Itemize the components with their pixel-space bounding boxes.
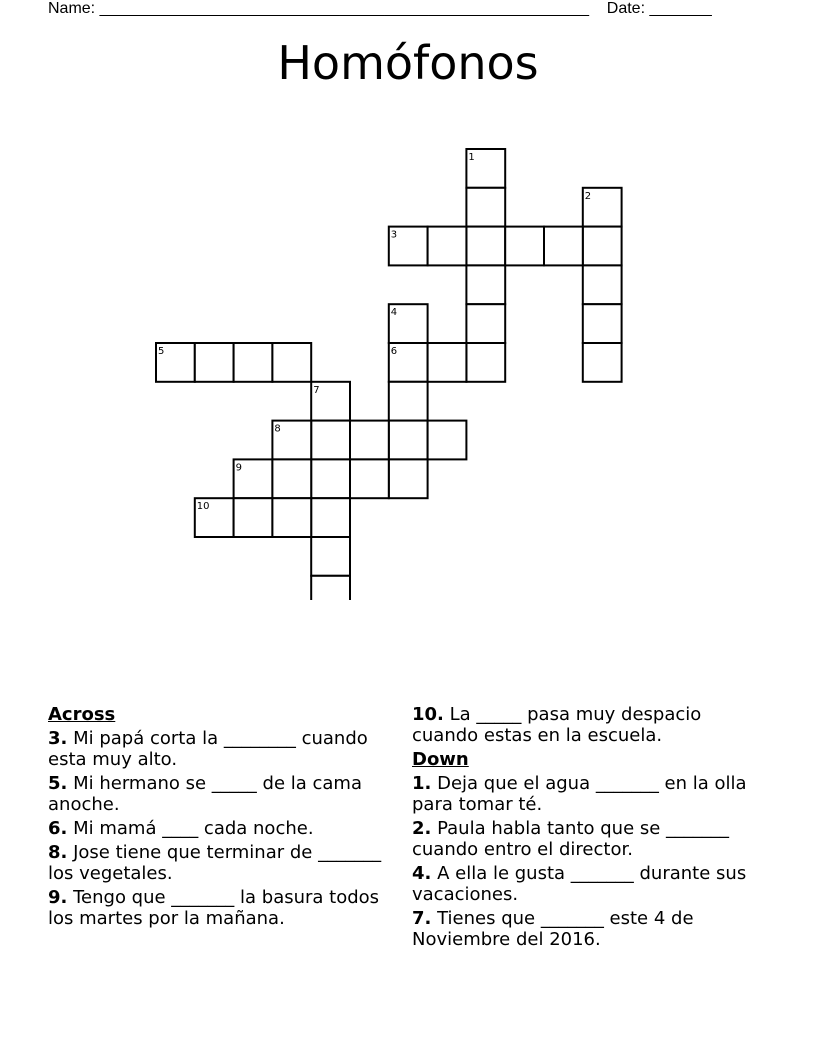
clue-number: 9. [48,887,68,908]
grid-cell[interactable] [311,459,350,498]
date-label: Date: _______ [606,0,712,17]
clue-across-8 [48,842,388,884]
cell-number: 9 [235,462,242,474]
grid-cell[interactable] [350,459,389,498]
clue-number: 6. [48,818,68,839]
clue-text: Tengo que _______ la basura todos los martes por la mañana. [48,887,380,929]
down-heading: Down [412,749,469,770]
clue-text: Deja que el agua _______ en la olla para tomar té. [412,773,747,815]
clue-across-10 [412,704,772,746]
clue-number: 7. [412,908,432,929]
clue-down-2 [412,818,772,860]
grid-cell[interactable] [583,265,622,304]
clue-text: A ella le gusta _______ durante sus vacaciones. [412,863,747,905]
cell-number: 6 [390,346,398,357]
clue-down-4 [412,863,772,905]
clues-left-column [48,704,388,932]
grid-cell[interactable] [583,304,622,343]
clue-text: La _____ pasa muy despacio cuando estas en la escuela. [412,704,702,746]
clues-right-column [412,704,772,953]
clue-number: 2. [412,818,432,839]
grid-cell[interactable] [466,265,505,304]
clue-number: 10. [412,704,444,725]
cell-number: 7 [313,384,320,396]
across-heading: Across [48,704,116,725]
grid-cell[interactable] [544,227,583,266]
cell-number: 8 [274,423,281,435]
clue-text: Mi mamá ____ cada noche. [67,818,314,839]
clue-text: Paula habla tanto que se _______ cuando entro el director. [412,818,730,860]
grid-cell[interactable] [466,227,505,266]
grid-cell[interactable] [234,498,273,537]
clue-across-5 [48,773,388,815]
grid-cell[interactable] [272,459,311,498]
grid-cell[interactable] [311,421,350,460]
clue-text: Tienes que _______ este 4 de Noviembre del 2016. [412,908,694,950]
name-label: Name: _______________________________________________________ [48,0,589,17]
grid-cell[interactable] [311,537,350,576]
grid-cell[interactable] [389,421,428,460]
grid-cell[interactable] [428,343,467,382]
clue-text: Mi papá corta la ________ cuando esta muy alto. [48,728,368,770]
grid-cell[interactable] [389,459,428,498]
clue-across-3 [48,728,388,770]
grid-cell[interactable] [195,343,234,382]
clue-number: 5. [48,773,68,794]
grid-cell[interactable] [389,382,428,421]
grid-cell[interactable] [428,421,467,460]
clue-across-6 [48,818,388,839]
grid-cell[interactable] [505,227,544,266]
grid-cell[interactable] [272,498,311,537]
grid-cell[interactable] [583,343,622,382]
clue-number: 3. [48,728,68,749]
clue-down-7 [412,908,772,950]
clue-text: Jose tiene que terminar de _______ los vegetales. [48,842,382,884]
grid-cell[interactable] [272,343,311,382]
grid-cell[interactable] [428,227,467,266]
grid-cell[interactable] [311,498,350,537]
grid-cell[interactable] [583,227,622,266]
cell-number: 1 [468,152,475,163]
page-title: Homófonos [277,36,539,90]
cell-number: 4 [390,307,398,319]
grid-cell[interactable] [466,304,505,343]
clue-across-9 [48,887,388,929]
grid-cell[interactable] [350,421,389,460]
clue-number: 8. [48,842,68,863]
grid-cell[interactable] [466,188,505,227]
cell-number: 10 [196,501,210,513]
grid-cell[interactable] [466,343,505,382]
grid-cell[interactable] [234,343,273,382]
grid-cell[interactable] [311,576,350,600]
cell-number: 5 [158,346,165,357]
clue-number: 1. [412,773,432,794]
cell-number: 3 [390,229,398,241]
clue-number: 4. [412,863,432,884]
cell-number: 2 [584,190,592,202]
clue-text: Mi hermano se _____ de la cama anoche. [48,773,362,815]
clue-down-1 [412,773,772,815]
